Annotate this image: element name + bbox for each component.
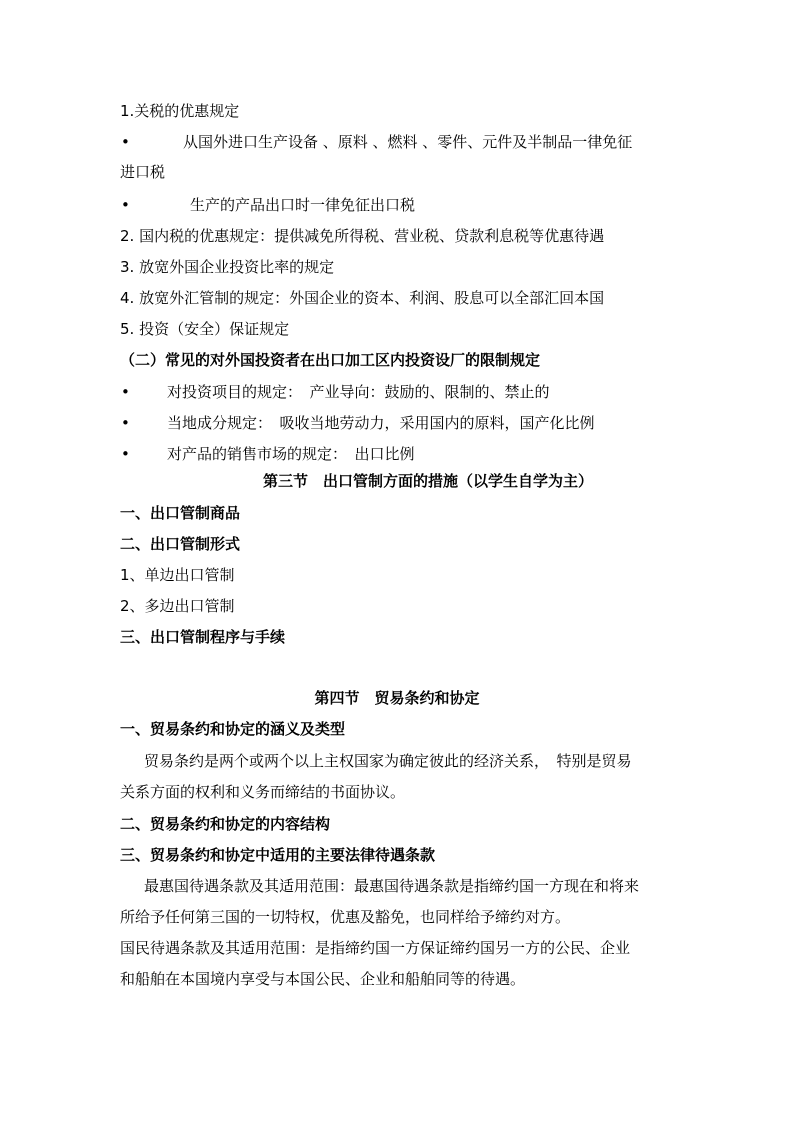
bullet-icon: • bbox=[121, 383, 130, 401]
list-item-multilateral: 2、多边出口管制 bbox=[120, 597, 235, 615]
bullet-icon: • bbox=[121, 133, 130, 151]
heading-export-procedures: 三、出口管制程序与手续 bbox=[120, 628, 286, 646]
list-item-forex-control: 4. 放宽外汇管制的规定：外国企业的资本、利润、股息可以全部汇回本国 bbox=[120, 289, 605, 307]
bullet-item-project-rules: 对投资项目的规定： 产业导向：鼓励的、限制的、禁止的 bbox=[167, 383, 550, 401]
paragraph-national-treatment: 国民待遇条款及其适用范围：是指缔约国一方保证缔约国另一方的公民、企业 bbox=[120, 939, 631, 957]
heading-legal-treatment: 三、贸易条约和协定中适用的主要法律待遇条款 bbox=[120, 846, 436, 864]
list-item-investment-guarantee: 5. 投资（安全）保证规定 bbox=[120, 320, 290, 338]
paragraph-treaty-definition: 贸易条约是两个或两个以上主权国家为确定彼此的经济关系， 特别是贸易 bbox=[144, 752, 632, 770]
paragraph-mfn: 最惠国待遇条款及其适用范围：最惠国待遇条款是指缔约国一方现在和将来 bbox=[144, 877, 640, 895]
section-heading-restrictions: （二）常见的对外国投资者在出口加工区内投资设厂的限制规定 bbox=[120, 351, 541, 369]
bullet-item-import-exemption-cont: 进口税 bbox=[120, 163, 166, 181]
paragraph-treaty-definition-cont: 关系方面的权利和义务而缔结的书面协议。 bbox=[120, 783, 406, 801]
bullet-item-import-exemption: 从国外进口生产设备 、原料 、燃料 、零件、元件及半制品一律免征 bbox=[183, 133, 633, 151]
section-title-4: 第四节 贸易条约和协定 bbox=[314, 689, 480, 707]
list-item-tariff-preference: 1.关税的优惠规定 bbox=[120, 102, 240, 120]
list-item-unilateral: 1、单边出口管制 bbox=[120, 566, 235, 584]
heading-treaty-meaning: 一、贸易条约和协定的涵义及类型 bbox=[120, 720, 346, 738]
bullet-item-export-exemption: 生产的产品出口时一律免征出口税 bbox=[190, 196, 416, 214]
bullet-icon: • bbox=[121, 414, 130, 432]
list-item-investment-ratio: 3. 放宽外国企业投资比率的规定 bbox=[120, 258, 335, 276]
bullet-icon: • bbox=[121, 445, 130, 463]
paragraph-mfn-cont: 所给予任何第三国的一切特权，优惠及豁免，也同样给予缔约对方。 bbox=[120, 908, 571, 926]
heading-export-control-forms: 二、出口管制形式 bbox=[120, 535, 241, 553]
bullet-icon: • bbox=[121, 196, 130, 214]
list-item-domestic-tax: 2. 国内税的优惠规定：提供减免所得税、营业税、贷款利息税等优惠待遇 bbox=[120, 227, 605, 245]
bullet-item-local-content: 当地成分规定： 吸收当地劳动力，采用国内的原料，国产化比例 bbox=[167, 414, 595, 432]
bullet-item-sales-market: 对产品的销售市场的规定： 出口比例 bbox=[167, 445, 415, 463]
paragraph-national-treatment-cont: 和船舶在本国境内享受与本国公民、企业和船舶同等的待遇。 bbox=[120, 970, 526, 988]
heading-export-control-goods: 一、出口管制商品 bbox=[120, 504, 241, 522]
section-title-3: 第三节 出口管制方面的措施（以学生自学为主） bbox=[263, 472, 594, 490]
heading-treaty-structure: 二、贸易条约和协定的内容结构 bbox=[120, 815, 331, 833]
